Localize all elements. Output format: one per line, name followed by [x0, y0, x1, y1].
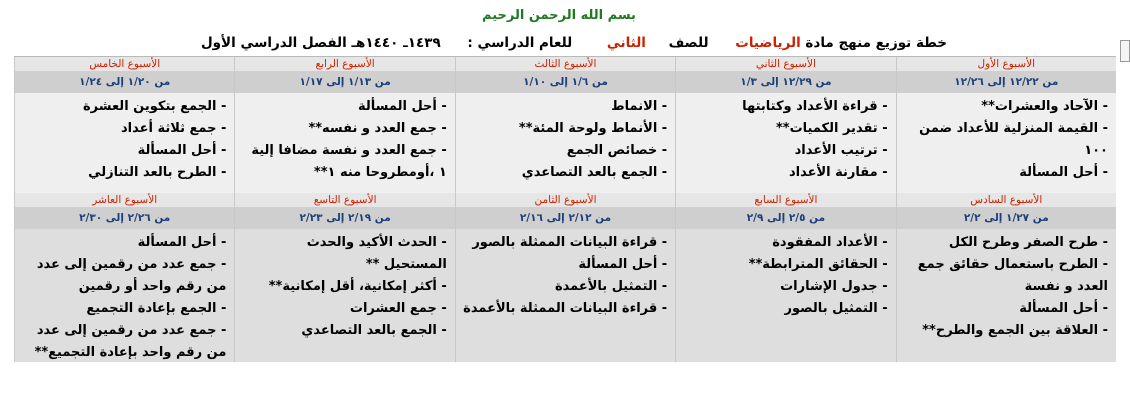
- lesson-text: الانماط: [611, 99, 658, 114]
- lesson-text: الطرح باستعمال حقائق جمع العدد و نفسة: [917, 257, 1108, 294]
- lesson-item: - أحل المسألة: [1019, 301, 1108, 316]
- grade-label: للصف: [668, 35, 709, 51]
- week-8-lessons: [455, 229, 675, 362]
- lesson-item: - جمع العدد و نفسه**: [308, 121, 447, 136]
- lesson-text: الأنماط ولوحة المئة**: [518, 121, 658, 136]
- lesson-item: - خصائص الجمع: [566, 143, 668, 158]
- lesson-text: الجمع بإعادة التجميع: [86, 301, 217, 316]
- lesson-text: جمع عدد من رقمين إلى عدد من رقم واحد أو رقمين: [36, 257, 227, 294]
- lesson-item: - العلاقة بين الجمع والطرح**: [922, 323, 1108, 338]
- week-4-title: الأسبوع الرابع: [234, 57, 454, 71]
- subject-name: الرياضيات: [735, 35, 801, 51]
- lesson-item: - تقدير الكميات**: [775, 121, 888, 136]
- lesson-item: - جمع العشرات: [349, 301, 447, 316]
- lesson-item: - الطرح باستعمال حقائق جمع العدد و نفسة: [917, 257, 1108, 294]
- week-3-lessons: [455, 93, 675, 193]
- lesson-text: أحل المسألة: [137, 143, 217, 158]
- week-7-title: الأسبوع السابع: [675, 193, 895, 207]
- grade-value: الثاني: [606, 35, 646, 51]
- lesson-text: أحل المسألة: [358, 99, 437, 114]
- week-7-lessons: [675, 229, 895, 362]
- lesson-item: - الجمع بإعادة التجميع: [86, 301, 227, 316]
- lesson-item: - قراءة الأعداد وكتابتها: [742, 99, 888, 114]
- lesson-text: ترتيب الأعداد: [794, 143, 878, 158]
- lesson-item: - الجمع بالعد التصاعدي: [301, 323, 447, 338]
- lesson-text: جدول الإشارات: [780, 279, 878, 294]
- lesson-item: - أحل المسألة: [137, 143, 227, 158]
- week-6-dates: من ١/٢٧ إلى ٢/٢: [896, 207, 1116, 229]
- week-2-title: الأسبوع الثاني: [675, 57, 895, 71]
- lesson-item: - التمثيل بالصور: [784, 301, 888, 316]
- week-1-lessons: [896, 93, 1116, 193]
- week-4-lessons: [234, 93, 454, 193]
- lesson-item: - الأنماط ولوحة المئة**: [518, 121, 668, 136]
- lesson-item: - طرح الصفر وطرح الكل: [948, 235, 1108, 250]
- week-6-title: الأسبوع السادس: [896, 193, 1116, 207]
- week-10-dates: من ٢/٢٦ إلى ٢/٣٠: [14, 207, 234, 229]
- term-name: الفصل الدراسي الأول: [200, 35, 347, 51]
- lesson-item: - أحل المسألة: [137, 235, 227, 250]
- year-label: للعام الدراسي :: [467, 35, 573, 51]
- week-4-dates: من ١/١٣ إلى ١/١٧: [234, 71, 454, 93]
- lesson-text: جمع ثلاثة أعداد: [120, 121, 217, 136]
- week-1-title: الأسبوع الأول: [896, 57, 1116, 71]
- lesson-text: قراءة البيانات الممثلة بالأعمدة: [463, 301, 658, 316]
- lesson-item: - القيمة المنزلية للأعداد ضمن ١٠٠: [919, 121, 1108, 158]
- lesson-text: القيمة المنزلية للأعداد ضمن ١٠٠: [919, 121, 1108, 158]
- window-edge: [1120, 40, 1130, 62]
- lesson-text: جمع العدد و نفسه**: [308, 121, 437, 136]
- lesson-text: الجمع بالعد التصاعدي: [301, 323, 437, 338]
- lesson-text: الجمع بتكوين العشرة: [82, 99, 217, 114]
- lesson-text: التمثيل بالأعمدة: [554, 279, 658, 294]
- weekly-plan-table: [14, 56, 1116, 362]
- lesson-text: قراءة الأعداد وكتابتها: [742, 99, 878, 114]
- year-value: ١٤٣٩ـ ١٤٤٠هـ: [351, 35, 441, 51]
- lesson-item: - التمثيل بالأعمدة: [554, 279, 668, 294]
- lesson-item: - الحدث الأكيد والحدث المستحيل **: [306, 235, 447, 272]
- lesson-item: - أحل المسألة: [358, 99, 447, 114]
- week-8-dates: من ٢/١٢ إلى ٢/١٦: [455, 207, 675, 229]
- lesson-item: - الآحاد والعشرات**: [981, 99, 1108, 114]
- lesson-text: الجمع بالعد التصاعدي: [521, 165, 658, 180]
- lesson-text: مقارنة الأعداد: [788, 165, 878, 180]
- lesson-item: - أحل المسألة: [1019, 165, 1108, 180]
- lesson-item: - الطرح بالعد التنازلي: [88, 165, 227, 180]
- week-10-title: الأسبوع العاشر: [14, 193, 234, 207]
- lesson-text: طرح الصفر وطرح الكل: [948, 235, 1099, 250]
- bismillah-heading: بسم الله الرحمن الرحيم: [482, 8, 636, 23]
- plan-title: خطة توزيع منهج مادة: [805, 35, 948, 51]
- lesson-item: - أكثر إمكانية، أقل إمكانية**: [268, 279, 447, 294]
- lesson-item: - قراءة البيانات الممثلة بالأعمدة: [463, 301, 668, 316]
- week-9-lessons: [234, 229, 454, 362]
- week-3-dates: من ١/٦ إلى ١/١٠: [455, 71, 675, 93]
- lesson-text: التمثيل بالصور: [784, 301, 878, 316]
- week-5-lessons: [14, 93, 234, 193]
- lesson-text: أحل المسألة: [137, 235, 217, 250]
- lesson-text: الأعداد المفقودة: [772, 235, 878, 250]
- lesson-text: الطرح بالعد التنازلي: [88, 165, 217, 180]
- lesson-text: العلاقة بين الجمع والطرح**: [922, 323, 1099, 338]
- week-5-dates: من ١/٢٠ إلى ١/٢٤: [14, 71, 234, 93]
- lesson-item: - جدول الإشارات: [780, 279, 888, 294]
- lesson-item: - أحل المسألة: [578, 257, 668, 272]
- week-2-lessons: [675, 93, 895, 193]
- lesson-text: الحدث الأكيد والحدث المستحيل **: [306, 235, 447, 272]
- week-6-lessons: [896, 229, 1116, 362]
- lesson-text: أحل المسألة: [578, 257, 658, 272]
- lesson-item: - مقارنة الأعداد: [788, 165, 888, 180]
- lesson-text: جمع عدد من رقمين إلى عدد من رقم واحد بإعادة التجميع**: [34, 323, 227, 360]
- lesson-item: - ترتيب الأعداد: [794, 143, 888, 158]
- lesson-text: أحل المسألة: [1019, 301, 1099, 316]
- week-8-title: الأسبوع الثامن: [455, 193, 675, 207]
- lesson-text: جمع العشرات: [349, 301, 437, 316]
- week-2-dates: من ١٢/٢٩ إلى ١/٣: [675, 71, 895, 93]
- week-10-lessons: [14, 229, 234, 362]
- lesson-text: الحقائق المترابطة**: [748, 257, 878, 272]
- lesson-item: - الجمع بتكوين العشرة: [82, 99, 227, 114]
- lesson-item: - قراءة البيانات الممثلة بالصور: [472, 235, 668, 250]
- lesson-item: - جمع ثلاثة أعداد: [120, 121, 227, 136]
- lesson-item: - جمع عدد من رقمين إلى عدد من رقم واحد بإعادة التجميع**: [34, 323, 227, 360]
- plan-subtitle: [0, 35, 1118, 53]
- lesson-text: خصائص الجمع: [566, 143, 658, 158]
- lesson-text: أكثر إمكانية، أقل إمكانية**: [268, 279, 437, 294]
- lesson-item: - الحقائق المترابطة**: [748, 257, 888, 272]
- lesson-text: جمع العدد و نفسة مضافا إلية ١ ،أومطروحا منه ١**: [251, 143, 447, 180]
- week-5-title: الأسبوع الخامس: [14, 57, 234, 71]
- week-9-dates: من ٢/١٩ إلى ٢/٢٣: [234, 207, 454, 229]
- week-3-title: الأسبوع الثالث: [455, 57, 675, 71]
- lesson-text: أحل المسألة: [1019, 165, 1099, 180]
- lesson-item: - جمع عدد من رقمين إلى عدد من رقم واحد أو رقمين: [36, 257, 227, 294]
- lesson-text: الآحاد والعشرات**: [981, 99, 1099, 114]
- week-9-title: الأسبوع التاسع: [234, 193, 454, 207]
- lesson-text: قراءة البيانات الممثلة بالصور: [472, 235, 658, 250]
- week-1-dates: من ١٢/٢٢ إلى ١٢/٢٦: [896, 71, 1116, 93]
- lesson-text: تقدير الكميات**: [775, 121, 878, 136]
- lesson-item: - الانماط: [611, 99, 668, 114]
- lesson-item: - جمع العدد و نفسة مضافا إلية ١ ،أومطروحا منه ١**: [251, 143, 447, 180]
- lesson-item: - الأعداد المفقودة: [772, 235, 888, 250]
- lesson-item: - الجمع بالعد التصاعدي: [521, 165, 668, 180]
- week-7-dates: من ٢/٥ إلى ٢/٩: [675, 207, 895, 229]
